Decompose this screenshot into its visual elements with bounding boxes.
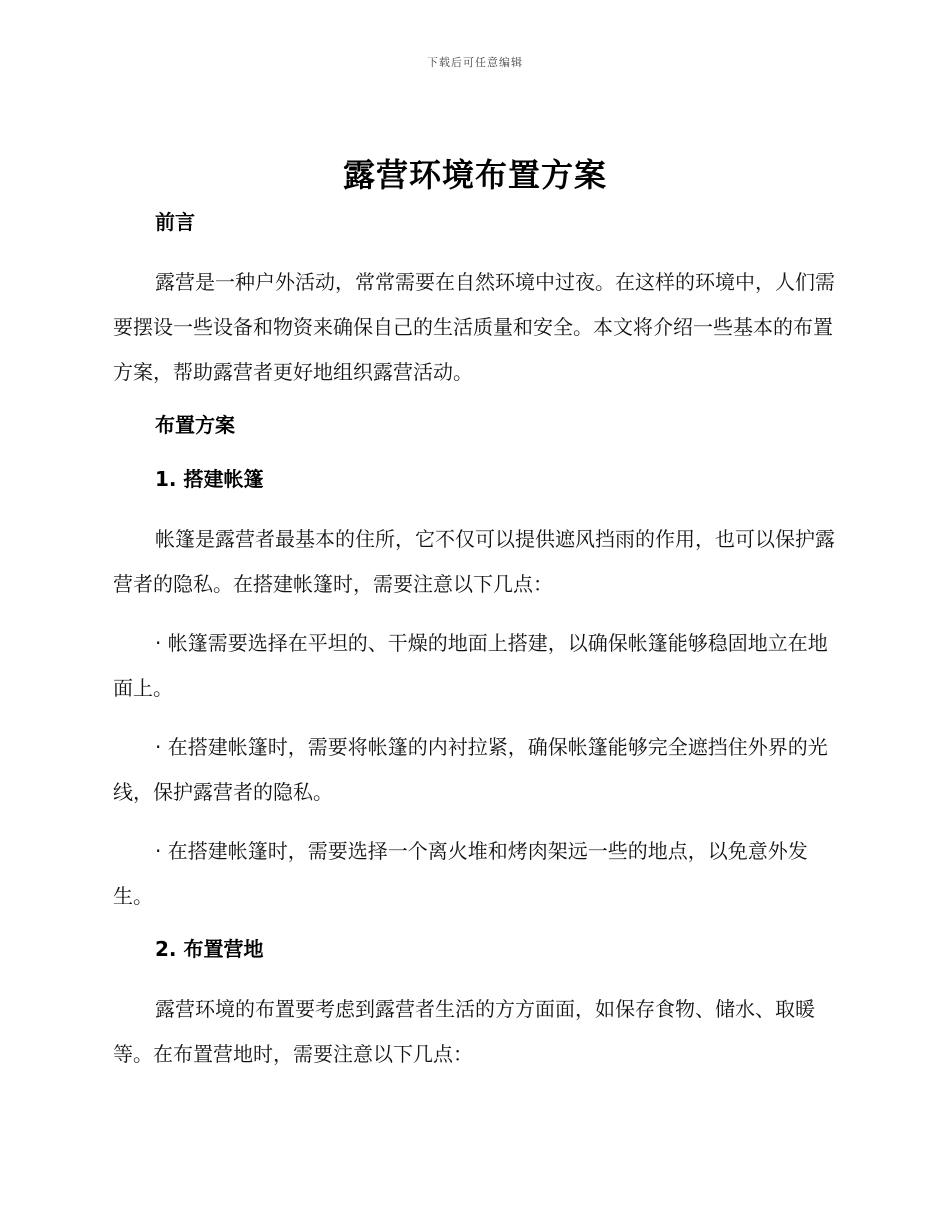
list-item: · 帐篷需要选择在平坦的、干燥的地面上搭建，以确保帐篷能够稳固地立在地面上。 <box>113 631 828 700</box>
section-heading-plan: 布置方案 <box>155 413 235 437</box>
section-heading-camp: 2. 布置营地 <box>155 937 264 961</box>
header-note: 下载后可任意编辑 <box>427 56 523 69</box>
paragraph-camp-intro: 露营环境的布置要考虑到露营者生活的方方面面，如保存食物、储水、取暖等。在布置营地时，需要注意以下几点： <box>113 997 815 1066</box>
document-body <box>113 206 835 1077</box>
document-title: 露营环境布置方案 <box>342 156 607 194</box>
section-heading-preface: 前言 <box>155 210 195 234</box>
list-item: · 在搭建帐篷时，需要选择一个离火堆和烤肉架远一些的地点，以免意外发生。 <box>113 839 808 908</box>
list-item: · 在搭建帐篷时，需要将帐篷的内衬拉紧，确保帐篷能够完全遮挡住外界的光线，保护露营者的隐私。 <box>113 735 828 804</box>
paragraph-tent-intro: 帐篷是露营者最基本的住所，它不仅可以提供遮风挡雨的作用，也可以保护露营者的隐私。在搭建帐篷时，需要注意以下几点： <box>113 527 835 596</box>
paragraph-preface: 露营是一种户外活动，常常需要在自然环境中过夜。在这样的环境中，人们需要摆设一些设备和物资来确保自己的生活质量和安全。本文将介绍一些基本的布置方案，帮助露营者更好地组织露营活动。 <box>113 270 835 384</box>
section-heading-tent: 1. 搭建帐篷 <box>155 467 264 491</box>
